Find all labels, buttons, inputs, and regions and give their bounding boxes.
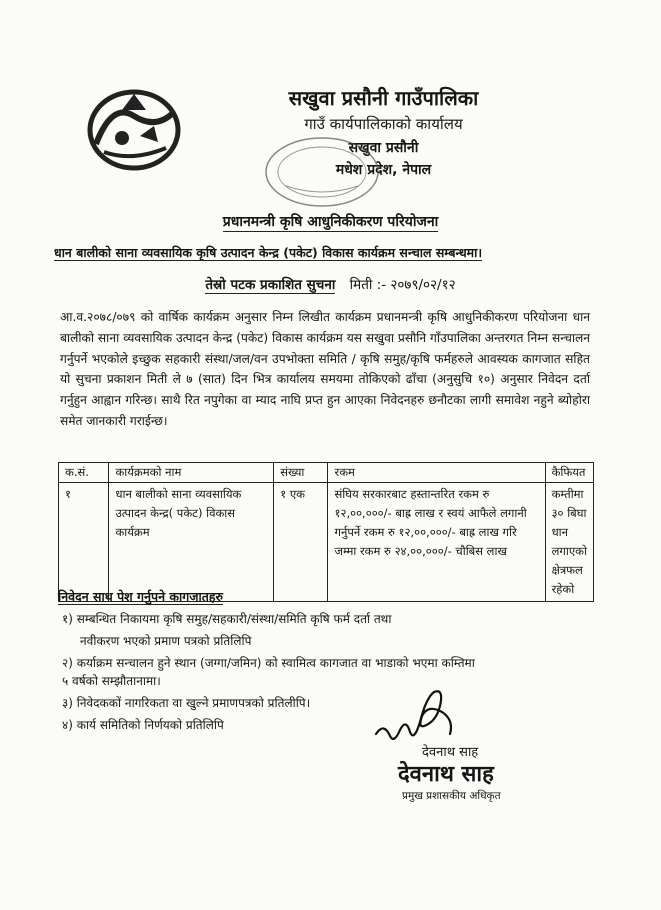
office-seal-icon	[262, 134, 382, 210]
signatory-name-handwritten: देवनाथ साह	[422, 745, 479, 760]
subject-line: धान बालीको साना व्यवसायिक कृषि उत्पादन केन्द्र (पकेट) विकास कार्यक्रम सन्चाल सम्बन्धमा।	[54, 245, 483, 260]
notice-line	[0, 275, 661, 293]
document-item: ५ वर्षको सम्झौतानामा।	[62, 674, 161, 688]
cell-count: १ एक	[274, 483, 328, 602]
cell-remarks: कम्तीमा ३० बिघा धान लगाएको क्षेत्रफल रहेको	[545, 483, 593, 602]
signatory-name: देवनाथ साह	[398, 762, 494, 787]
header-program-name: कार्यक्रमको नाम	[109, 463, 274, 483]
cell-amount: संघिय सरकारबाट हस्तान्तरित रकम रु १२,००,०००/- बाह्र लाख र स्वयं आफैले लगानी गर्नुपर्ने रकम रु १२,००,०००/- बाह्र लाख गरि जम्मा रकम रु २४,००,०००/- चौबिस लाख	[328, 483, 545, 602]
document-item: १) सम्बन्धित निकायमा कृषि समुह/सहकारी/संस्था/समिति कृषि फर्म दर्ता तथा	[62, 612, 392, 626]
program-table	[58, 462, 594, 602]
office-name: गाउँ कार्यपालिकाको कार्यालय	[304, 115, 463, 133]
org-name: सखुवा प्रसौनी गाउँपालिका	[288, 86, 479, 110]
cell-program-name: धान बालीको साना व्यवसायिक उत्पादन केन्द्र( पकेट) विकास कार्यक्रम	[109, 483, 274, 602]
document-item: ३) निवेदककों नागरिकता वा खुल्ने प्रमाणपत्रको प्रतिलीपि।	[62, 696, 311, 710]
table-row	[59, 483, 594, 602]
nepal-emblem-icon	[82, 82, 186, 174]
cell-sn: १	[59, 483, 109, 602]
office-place: सखुवा प्रसौनी	[348, 140, 419, 156]
document-item: नवीकरण भएको प्रमाण पत्रको प्रतिलिपि	[80, 634, 252, 648]
project-title: प्रधानमन्त्री कृषि आधुनिकीकरण परियोजना	[222, 214, 439, 230]
header-remarks: कैफियत	[545, 463, 593, 483]
document-item: ४) कार्य समितिको निर्णयको प्रतिलिपि	[62, 718, 224, 732]
table-header-row	[59, 463, 594, 483]
office-region: मधेश प्रदेश, नेपाल	[335, 162, 432, 178]
signatory-title: प्रमुख प्रशासकीय अधिकृत	[402, 790, 501, 802]
notice-body: आ.व.२०७८/०७९ को वार्षिक कार्यक्रम अनुसार निम्न लिखीत कार्यक्रम प्रधानमन्त्री कृषि आधुनिकीकरण परियोजना धान बालीको साना व्यवसायिक उत्पादन केन्द्र (पकेट) विकास कार्यक्रम यस सखुवा प्रसौनि गाँउपालिका अन्तरगत निम्न सन्चालन गर्नुपर्ने भएकोले इच्छुक सहकारी संस्था/जल/वन उपभोक्ता समिति / कृषि समुह/कृषि फर्महरुले आवस्यक कागजात सहित यो सुचना प्रकाशन मिती ले ७ (सात) दिन भित्र कार्यालय समयमा तोकिएको ढाँचा (अनुसुचि १०) अनुसार निवेदन दर्ता गर्नुहुन आह्वान गरिन्छ। साथै रित नपुगेका वा म्याद नाघि प्रप्त हुन आएका निवेदनहरु छनौटका लागी समावेश नहुने ब्योहोरा समेत जानकारी गराईन्छ।	[60, 310, 591, 428]
notice-title: तेस्रो पटक प्रकाशित सुचना	[205, 277, 336, 293]
notice-date: मिती :- २०७९/०२/१२	[349, 277, 456, 293]
header-amount: रकम	[328, 463, 545, 483]
documents-heading: निवेदन साथ पेश गर्नुपने कागजातहरु	[58, 589, 224, 604]
header-sn: क.सं.	[59, 463, 109, 483]
header-count: संख्या	[274, 463, 328, 483]
document-item: २) कर्याक्रम सन्चालन हुने स्थान (जग्गा/जमिन) को स्वामित्व कागजात वा भाडाको भएमा कम्तिमा	[62, 656, 475, 670]
